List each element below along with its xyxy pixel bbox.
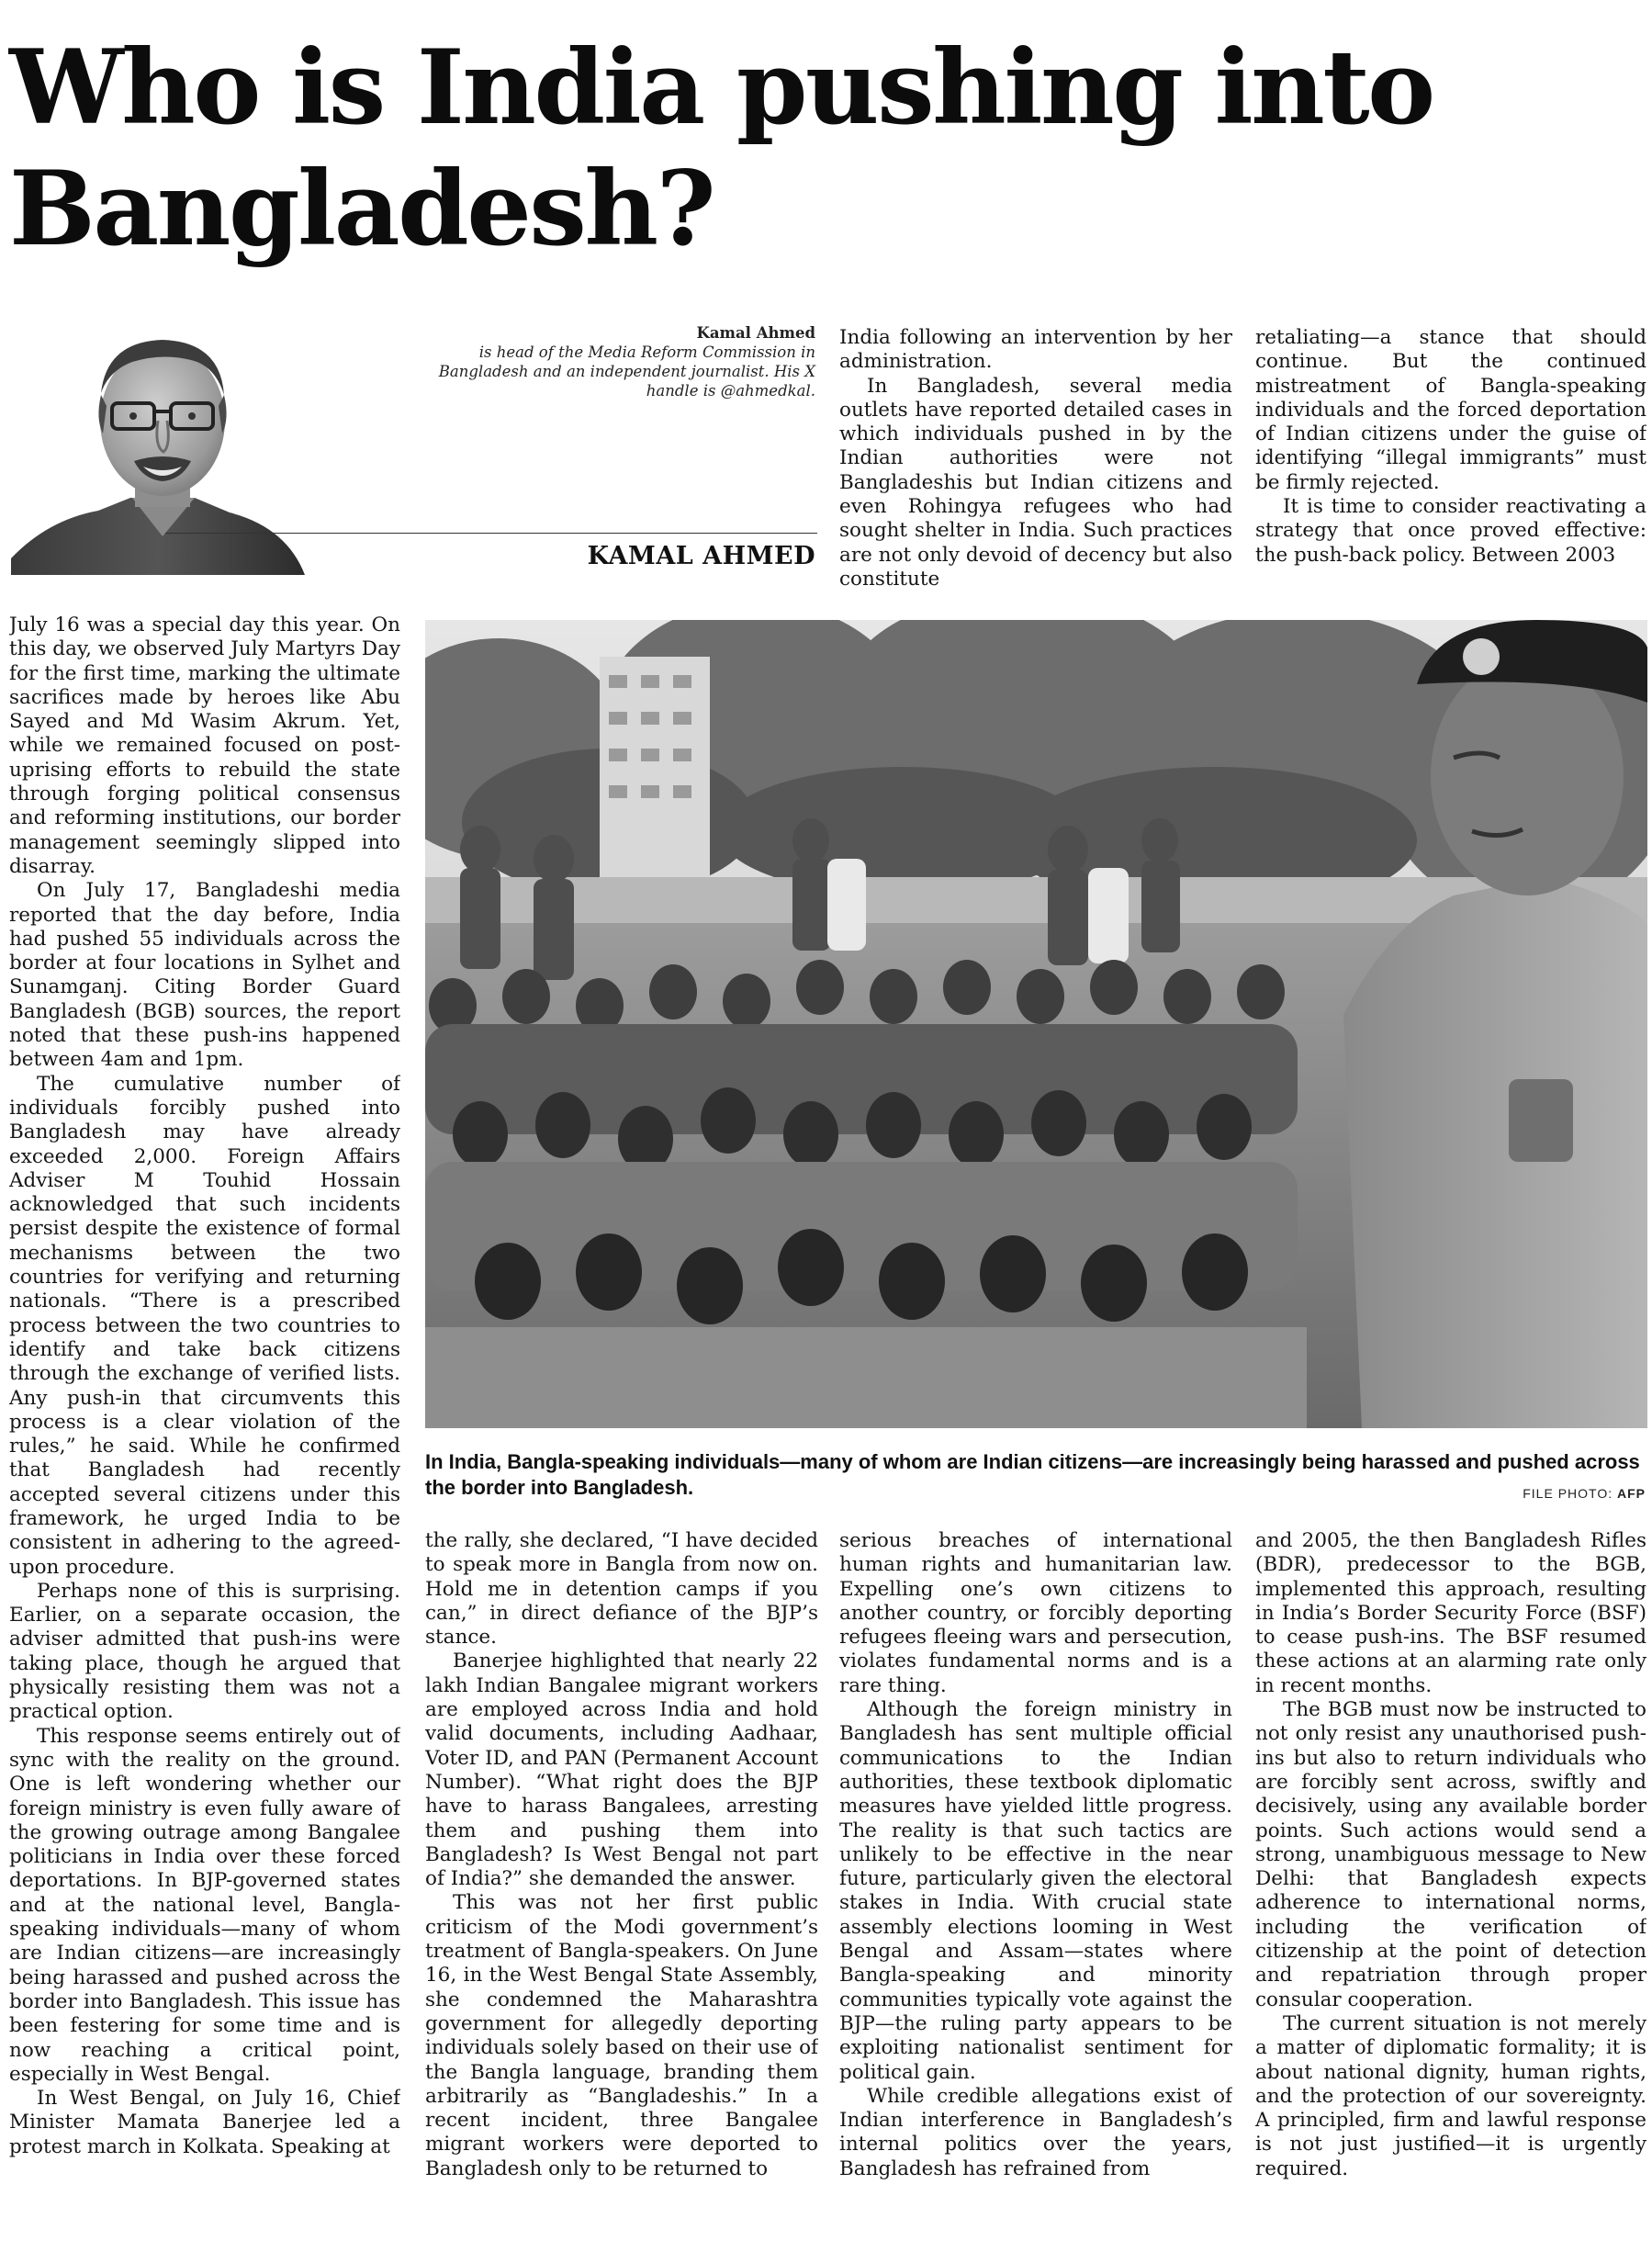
paragraph: It is time to consider reactivating a strategy that once proved effective: the push-back policy. Between 2003 — [1255, 495, 1646, 567]
byline — [432, 323, 815, 400]
photo-credit — [1523, 1486, 1646, 1501]
paragraph: While credible allegations exist of Indian interference in Bangladesh’s internal politics over the years, Bangladesh has refrained from — [839, 2084, 1232, 2180]
column-3-top — [839, 326, 1232, 592]
author-name-caps: KAMAL AHMED — [587, 542, 815, 570]
byline-divider — [165, 533, 817, 534]
paragraph: In Bangladesh, several media outlets have reported detailed cases in which individuals pushed in by the Indian authorities were not Bangladeshis but Indian citizens and even Rohingya refugees who had sought shelter in India. Such practices are not only devoid of decency but also constitute — [839, 374, 1232, 591]
news-photo — [425, 620, 1647, 1428]
column-4-bottom — [1255, 1529, 1646, 2236]
paragraph: India following an intervention by her administration. — [839, 326, 1232, 374]
photo-credit-label: FILE PHOTO: — [1523, 1486, 1617, 1501]
column-1 — [9, 614, 400, 2235]
paragraph: and 2005, the then Bangladesh Rifles (BDR), predecessor to the BGB, implemented this approach, resulting in India’s Border Security Force (BSF) to cease push-ins. The BSF resumed these actions at an alarming rate only in recent months. — [1255, 1529, 1646, 1697]
paragraph: In West Bengal, on July 16, Chief Minister Mamata Banerjee led a protest march in Kolkata. Speaking at — [9, 2087, 400, 2158]
paragraph: This was not her first public criticism of the Modi government’s treatment of Bangla-speakers. On June 16, in the West Bengal State Assembly, she condemned the Maharashtra government for allegedly deporting individuals solely based on their use of the Bangla language, branding them arbitrarily as “Bangladeshis.” In a recent incident, three Bangalee migrant workers were deported to Bangladesh only to be returned to — [425, 1891, 818, 2180]
paragraph: This response seems entirely out of sync with the reality on the ground. One is left wondering whether our foreign ministry is even fully aware of the growing outrage among Bangalee politicians in India over these forced deportations. In BJP-governed states and at the national level, Bangla-speaking individuals—many of whom are Indian citizens—are increasingly being harassed and pushed across the border into Bangladesh. This issue has been festering for some time and is now reaching a critical point, especially in West Bengal. — [9, 1724, 400, 2086]
byline-bio: is head of the Media Reform Commission in Bangladesh and an independent journalist. His X handle is @ahmedkal. — [438, 343, 815, 400]
paragraph: Perhaps none of this is surprising. Earlier, on a separate occasion, the adviser admitted that push-ins were taking place, though he argued that physically resisting them was not a practical option. — [9, 1579, 400, 1724]
headline: Who is India pushing into Bangladesh? — [9, 28, 1433, 269]
paragraph: The cumulative number of individuals forcibly pushed into Bangladesh may have already exceeded 2,000. Foreign Affairs Adviser M Touhid Hossain acknowledged that such incidents persist despite the existence of formal mechanisms between the two countries for verifying and returning nationals. “There is a prescribed process between the two countries to identify and take back citizens through the exchange of verified lists. Any push-in that circumvents this process is a clear violation of the rules,” he said. While he confirmed that Bangladesh had recently accepted several citizens under this framework, he urged India to be consistent in adhering to the agreed-upon procedure. — [9, 1072, 400, 1579]
paragraph: Although the foreign ministry in Bangladesh has sent multiple official communications to the Indian authorities, these textbook diplomatic measures have yielded little progress. The reality is that such tactics are unlikely to be effective in the near future, particularly given the electoral stakes in India. With crucial state assembly elections looming in West Bengal and Assam—states where Bangla-speaking and minority communities typically vote against the BJP—the ruling party appears to be exploiting nationalist sentiment for political gain. — [839, 1698, 1232, 2084]
column-2 — [425, 1529, 818, 2236]
photo-credit-source: AFP — [1617, 1486, 1646, 1501]
photo-caption: In India, Bangla-speaking individuals—many of whom are Indian citizens—are increasingly being harassed and pushed across the border into Bangladesh. — [425, 1450, 1640, 1499]
paragraph: The current situation is not merely a matter of diplomatic formality; it is about national dignity, human rights, and the protection of our sovereignty. A principled, firm and lawful response is not just justified—it is urgently required. — [1255, 2011, 1646, 2180]
paragraph: retaliating—a stance that should continue. But the continued mistreatment of Bangla-speaking individuals and the forced deportation of Indian citizens under the guise of identifying “illegal immigrants” must be firmly rejected. — [1255, 326, 1646, 494]
paragraph: On July 17, Bangladeshi media reported that the day before, India had pushed 55 individuals across the border at four locations in Sylhet and Sunamganj. Citing Border Guard Bangladesh (BGB) sources, the report noted that these push-ins happened between 4am and 1pm. — [9, 879, 400, 1072]
paragraph: The BGB must now be instructed to not only resist any unauthorised push-ins but also to return individuals who are forcibly sent across, swiftly and decisively, using any available border points. Such actions would send a strong, unambiguous message to New Delhi: that Bangladesh expects adherence to international norms, including the verification of citizenship at the point of detection and repatriation through proper consular cooperation. — [1255, 1698, 1646, 2011]
paragraph: the rally, she declared, “I have decided to speak more in Bangla from now on. Hold me in detention camps if you can,” in direct defiance of the BJP’s stance. — [425, 1529, 818, 1650]
author-photo — [11, 318, 334, 575]
paragraph: serious breaches of international human rights and humanitarian law. Expelling one’s own citizens to another country, or forcibly deporting refugees fleeing wars and persecution, violates fundamental norms and is a rare thing. — [839, 1529, 1232, 1697]
byline-name: Kamal Ahmed — [696, 324, 815, 342]
column-3-bottom — [839, 1529, 1232, 2236]
column-4-top — [1255, 326, 1646, 592]
paragraph: July 16 was a special day this year. On this day, we observed July Martyrs Day for the first time, marking the ultimate sacrifices made by heroes like Abu Sayed and Md Wasim Akrum. Yet, while we remained focused on post-uprising efforts to rebuild the state through forging political consensus and reforming institutions, our border management seemingly slipped into disarray. — [9, 614, 400, 878]
paragraph: Banerjee highlighted that nearly 22 lakh Indian Bangalee migrant workers are employed across India and hold valid documents, including Aadhaar, Voter ID, and PAN (Permanent Account Number). “What right does the BJP have to harass Bangalees, arresting them and pushing them into Bangladesh? Is West Bengal not part of India?” she demanded the answer. — [425, 1650, 818, 1891]
